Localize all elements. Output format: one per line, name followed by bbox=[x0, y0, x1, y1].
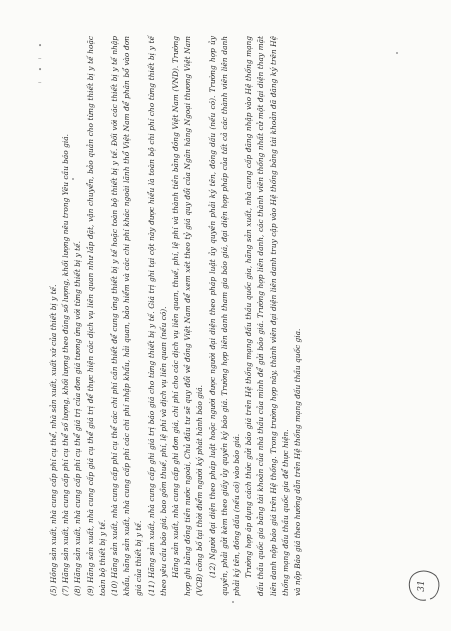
paragraph-note-9: (9) Hãng sản xuất, nhà cung cấp giá cụ thể giá trị để thực hiện các dịch vụ liên quan như lắp đặt, vận chuyển, bảo quản cho từng thiết bị y tế hoặc toàn bộ thiết bị y tế. bbox=[85, 36, 107, 596]
page-number-stamp bbox=[404, 566, 444, 606]
paragraph-note-8: (8) Hãng sản xuất, nhà cung cấp phí cụ thể giá trị của đơn giá tương ứng với từng thiết bị y tế. bbox=[73, 241, 83, 596]
paragraph-currency: Hãng sản xuất, nhà cung cấp ghi đơn giá, chi phí cho các dịch vụ liên quan, thuế, phí, lệ phí và thành tiền bằng đồng Việt Nam (VND). Trường hợp ghi bằng đồng tiền nước ngoài, Chủ đầu tư sẽ quy đổi về đồng Việt Nam để xem xét theo tỷ giá quy đổi của Ngân hàng Ngoại thương Việt Nam (VCB) công bố tại thời điểm người ký phát hành báo giá. bbox=[171, 36, 205, 596]
paragraph-note-10: (10) Hãng sản xuất, nhà cung cấp phí cụ thể các chi phí cần thiết để cung ứng thiết bị y tế hoặc toàn bộ thiết bị y tế. Đối với các thiết bị y tế nhập khẩu, hãng sản xuất, nhà cung cấp phí các chi phí nhập khẩu, hải quan, bảo hiểm và các chi phí khác ngoài lãnh thổ Việt Nam để phân bổ vào đơn giá của thiết bị y tế. bbox=[110, 36, 144, 596]
paragraph-note-12: (12) Người đại diện theo pháp luật hoặc người được người đại diện theo pháp luật ủy quyền phải ký tên, đóng dấu (nếu có). Trường hợp ủy quyền, phải gửi kèm theo giấy ủy quyền ký báo giá. Trường hợp liên danh tham gia báo giá, đại diện hợp pháp của tất cả các thành viên liên danh phải ký tên, đóng dấu (nếu có) vào báo giá. bbox=[207, 36, 242, 596]
paragraph-online-submission: Trường hợp áp dụng cách thức gửi báo giá trên Hệ thống mạng đấu thầu quốc gia, hãng sản xuất, nhà cung cấp đăng nhập vào Hệ thống mạng đấu thầu quốc gia bằng tài khoản của nhà thầu của mình để gửi báo giá. Trường hợp liên danh, các thành viên thống nhất cử một đại diện thay mặt liên danh nộp báo giá trên Hệ thống. Trong trường hợp này, thành viên đại diện liên danh truy cập vào Hệ thống bằng tài khoản đã đăng ký trên Hệ thống mạng đấu thầu quốc gia để thực hiện. bbox=[244, 36, 290, 596]
paragraph-closing: và nộp Báo giá theo hướng dẫn trên Hệ thống mạng đấu thầu quốc gia. bbox=[293, 328, 303, 596]
page-number: 31 bbox=[417, 580, 427, 592]
margin-marks: • – • – bbox=[38, 42, 43, 86]
paragraph-note-7: (7) Hãng sản xuất, nhà cung cấp phí cụ thể số lượng, khối lượng theo đúng số lượng, khối lượng nêu trong Yêu cầu báo giá. bbox=[61, 134, 71, 596]
paragraph-note-5: (5) Hồng sản xuất, nhà cung cấp phí cụ thể, nhà sản xuất, xuất xứ của thiết bị y tế. bbox=[49, 284, 58, 596]
paragraph-note-11: (11) Hãng sản xuất, nhà cung cấp ghi giá trị báo giá cho từng thiết bị y tế. Giá trị ghi tại cột này được hiểu là toàn bộ chi phí cho từng thiết bị y tế theo yêu cầu báo giá, bao gồm thuế, phí, lệ phí và dịch vụ liên quan (nếu có). bbox=[146, 36, 168, 596]
rotated-text-block bbox=[48, 36, 418, 596]
scan-speck bbox=[232, 601, 234, 603]
